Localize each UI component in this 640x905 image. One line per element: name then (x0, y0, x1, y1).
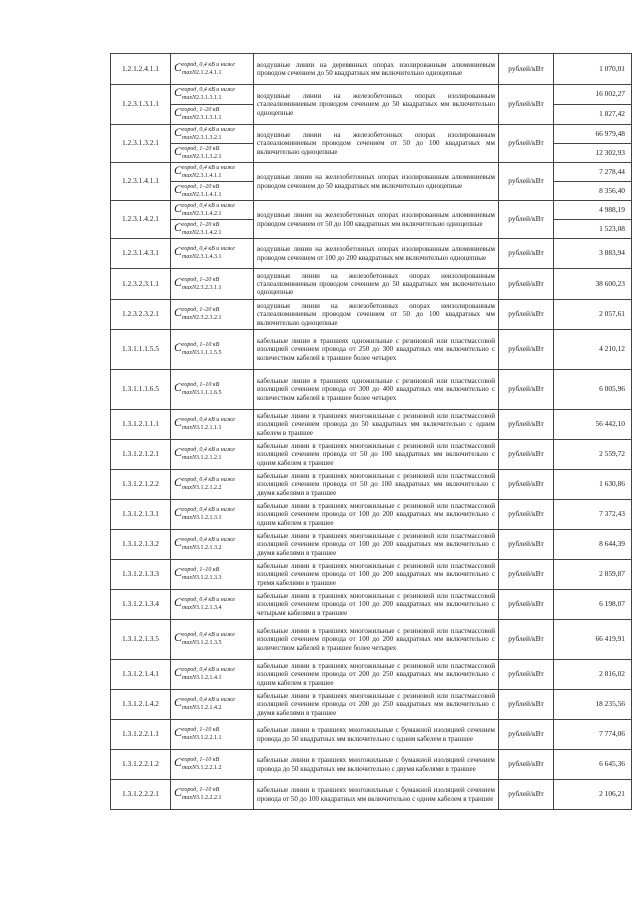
formula-subscript: maxN (182, 735, 197, 741)
formula-subscript: maxN (182, 210, 197, 217)
rate-formula (171, 220, 254, 239)
row-code: 1.3.1.2.1.2.1 (111, 440, 171, 470)
row-value: 16 002,27 (554, 85, 632, 105)
formula-symbol: C (174, 162, 183, 177)
rate-formula (171, 105, 254, 125)
formula-code: 3.1.2.1.2.1 (196, 455, 222, 461)
row-unit: рублей/кВт (499, 85, 554, 125)
formula-subscript: maxN (182, 705, 197, 711)
row-code: 1.3.1.2.1.3.5 (111, 620, 171, 660)
formula-symbol: C (174, 219, 183, 234)
rate-formula (171, 620, 254, 660)
rate-formula (171, 300, 254, 330)
formula-symbol: C (174, 505, 183, 520)
formula-symbol: C (174, 695, 183, 710)
row-unit: рублей/кВт (499, 470, 554, 500)
rate-formula (171, 85, 254, 105)
formula-symbol: C (174, 244, 183, 259)
rate-formula (171, 201, 254, 220)
row-unit: рублей/кВт (499, 201, 554, 239)
formula-superscript: город, 0,4 кВ и ниже (182, 417, 235, 423)
row-unit: рублей/кВт (499, 620, 554, 660)
formula-symbol: C (174, 85, 183, 100)
formula-superscript: город, 0,4 кВ и ниже (182, 597, 235, 603)
row-value: 1 523,08 (554, 220, 632, 239)
formula-code: 3.1.2.2.1.2 (196, 765, 222, 771)
row-unit: рублей/кВт (499, 125, 554, 163)
row-description: кабельные линии в траншеях многожильные с резиновой или пластмассовой изоляцией сечением провода от 100 до 200 квадратных мм включительно с тремя кабелями в траншее (254, 560, 499, 590)
formula-superscript: город, 0,4 кВ и ниже (182, 477, 235, 483)
formula-code: 3.1.2.1.3.4 (196, 605, 222, 611)
formula-code: 3.1.2.1.4.1 (196, 675, 222, 681)
table-row (111, 330, 632, 370)
row-unit: рублей/кВт (499, 590, 554, 620)
formula-code: 3.1.2.1.3.1 (196, 515, 222, 521)
row-description: воздушные линии на железобетонных опорах изолированным алюминиевым проводом сечением до 50 квадратных мм включительно одноцепные (254, 163, 499, 201)
formula-symbol: C (174, 630, 183, 645)
formula-superscript: город, 1–20 кВ (182, 221, 220, 228)
row-value: 2 106,21 (554, 780, 632, 810)
row-value: 6 005,96 (554, 370, 632, 410)
formula-code: 3.1.1.1.5.5 (196, 350, 222, 356)
formula-superscript: город, 1–10 кВ (182, 342, 220, 348)
table-row (111, 500, 632, 530)
formula-code: 3.1.2.2.2.1 (196, 795, 222, 801)
row-description: воздушные линии на железобетонных опорах изолированным алюминиевым проводом сечением от 100 до 200 квадратных мм включительно одноцепные (254, 239, 499, 269)
table-row (111, 201, 632, 220)
formula-symbol: C (174, 105, 183, 120)
formula-subscript: maxN (182, 545, 197, 551)
row-description: кабельные линии в траншеях многожильные с бумажной изоляцией сечением провода до 50 квадратных мм включительно с двумя кабелями в траншее (254, 750, 499, 780)
formula-symbol: C (174, 380, 183, 395)
table-row (111, 660, 632, 690)
formula-subscript: maxN (182, 115, 197, 121)
row-code: 1.3.1.2.2.1.2 (111, 750, 171, 780)
row-value: 2 816,02 (554, 660, 632, 690)
formula-superscript: город, 0,4 кВ и ниже (182, 87, 235, 93)
row-code: 1.2.3.1.4.3.1 (111, 239, 171, 269)
row-unit: рублей/кВт (499, 720, 554, 750)
row-code: 1.2.3.2.3.1.1 (111, 269, 171, 300)
row-code: 1.3.1.2.1.4.2 (111, 690, 171, 720)
formula-subscript: maxN (182, 640, 197, 646)
formula-superscript: город, 0,4 кВ и ниже (182, 447, 235, 453)
row-code: 1.3.1.2.2.1.1 (111, 720, 171, 750)
formula-superscript: город, 1–20 кВ (182, 145, 220, 152)
formula-superscript: город, 0,4 кВ и ниже (182, 632, 235, 638)
formula-subscript: maxN (182, 69, 197, 76)
row-code: 1.2.3.1.4.2.1 (111, 201, 171, 239)
formula-subscript: maxN (182, 485, 197, 491)
row-description: кабельные линии в траншеях многожильные с бумажной изоляцией сечением провода от 50 до 100 квадратных мм включительно с одним кабелем в траншее (254, 780, 499, 810)
table-row (111, 440, 632, 470)
row-value: 4 210,12 (554, 330, 632, 370)
rate-formula (171, 470, 254, 500)
row-description: кабельные линии в траншеях многожильные с резиновой или пластмассовой изоляцией сечением провода от 200 до 250 квадратных мм включительно с одним кабелем в траншее (254, 660, 499, 690)
rate-formula (171, 750, 254, 780)
row-unit: рублей/кВт (499, 269, 554, 300)
row-description: кабельные линии в траншеях многожильные с резиновой или пластмассовой изоляцией сечением провода от 100 до 200 квадратных мм включительно с одним кабелем в траншее (254, 500, 499, 530)
formula-subscript: maxN (182, 350, 197, 356)
formula-code: 2.1.2.4.1.1 (196, 69, 222, 76)
row-value: 18 235,56 (554, 690, 632, 720)
row-value: 8 356,40 (554, 182, 632, 201)
formula-symbol: C (174, 305, 183, 320)
rate-formula (171, 269, 254, 300)
formula-subscript: maxN (182, 390, 197, 396)
formula-superscript: город, 1–10 кВ (182, 727, 220, 733)
formula-subscript: maxN (182, 254, 197, 260)
formula-code: 3.1.2.1.3.2 (196, 545, 222, 551)
rate-formula (171, 54, 254, 85)
row-code: 1.2.3.1.3.2.1 (111, 125, 171, 163)
formula-superscript: город, 0,4 кВ и ниже (182, 697, 235, 703)
rate-formula (171, 780, 254, 810)
row-code: 1.3.1.1.1.6.5 (111, 370, 171, 410)
table-row (111, 370, 632, 410)
row-value: 7 774,06 (554, 720, 632, 750)
formula-symbol: C (174, 785, 183, 800)
formula-symbol: C (174, 124, 183, 139)
row-description: воздушные линии на железобетонных опорах изолированным алюминиевым проводом сечением от 50 до 100 квадратных мм включительно одноцепные (254, 201, 499, 239)
row-unit: рублей/кВт (499, 54, 554, 85)
row-code: 1.3.1.2.1.3.3 (111, 560, 171, 590)
row-code: 1.3.1.2.1.2.2 (111, 470, 171, 500)
formula-symbol: C (174, 665, 183, 680)
rate-formula (171, 560, 254, 590)
row-description: воздушные линии на железобетонных опорах изолированным сталеалюминиевым проводом сечением от 50 до 100 квадратных мм включительно одноцепные (254, 125, 499, 163)
rate-formula (171, 330, 254, 370)
formula-superscript: город, 0,4 кВ и ниже (182, 61, 235, 68)
rate-formula (171, 530, 254, 560)
formula-symbol: C (174, 200, 183, 215)
formula-code: 2.3.2.3.1.1 (196, 284, 222, 291)
formula-superscript: город, 0,4 кВ и ниже (182, 202, 235, 209)
formula-superscript: город, 0,4 кВ и ниже (182, 246, 235, 252)
row-description: воздушные линии на деревянных опорах изолированным алюминиевым проводом сечением до 50 квадратных мм включительно одноцепные (254, 54, 499, 85)
formula-code: 2.3.2.3.2.1 (196, 315, 222, 321)
row-value: 66 979,48 (554, 125, 632, 144)
table-row (111, 410, 632, 440)
row-unit: рублей/кВт (499, 690, 554, 720)
rate-formula (171, 500, 254, 530)
rate-formula (171, 590, 254, 620)
row-value: 6 198,07 (554, 590, 632, 620)
row-description: кабельные линии в траншеях многожильные с резиновой или пластмассовой изоляцией сечением провода от 50 до 100 квадратных мм включительно с двумя кабелями в траншее (254, 470, 499, 500)
formula-subscript: maxN (182, 315, 197, 321)
row-code: 1.2.1.2.4.1.1 (111, 54, 171, 85)
rate-formula (171, 410, 254, 440)
row-unit: рублей/кВт (499, 440, 554, 470)
table-row (111, 300, 632, 330)
formula-code: 2.3.1.3.2.1 (196, 153, 222, 160)
row-value: 6 645,36 (554, 750, 632, 780)
row-unit: рублей/кВт (499, 530, 554, 560)
row-value: 2 057,61 (554, 300, 632, 330)
row-value: 1 827,42 (554, 105, 632, 125)
table-row (111, 690, 632, 720)
row-value: 66 419,91 (554, 620, 632, 660)
row-code: 1.3.1.2.2.2.1 (111, 780, 171, 810)
formula-code: 3.1.2.1.1.1 (196, 425, 222, 431)
row-value: 8 644,39 (554, 530, 632, 560)
table-row (111, 239, 632, 269)
row-value: 1 630,86 (554, 470, 632, 500)
rate-formula (171, 720, 254, 750)
row-code: 1.2.3.2.3.2.1 (111, 300, 171, 330)
row-unit: рублей/кВт (499, 370, 554, 410)
row-unit: рублей/кВт (499, 163, 554, 201)
formula-code: 2.3.1.4.1.1 (196, 191, 222, 198)
row-value: 3 883,94 (554, 239, 632, 269)
formula-symbol: C (174, 565, 183, 580)
formula-superscript: город, 1–10 кВ (182, 382, 220, 388)
row-code: 1.3.1.2.1.3.1 (111, 500, 171, 530)
row-description: кабельные линии в траншеях многожильные с бумажной изоляцией сечением провода до 50 квадратных мм включительно с одним кабелем в траншее (254, 720, 499, 750)
table-row (111, 750, 632, 780)
row-unit: рублей/кВт (499, 750, 554, 780)
tariff-table (110, 53, 632, 810)
row-description: кабельные линии в траншеях многожильные с резиновой или пластмассовой изоляцией сечением провода до 50 квадратных мм включительно с одним кабелем в траншее (254, 410, 499, 440)
row-code: 1.2.3.1.4.1.1 (111, 163, 171, 201)
row-description: кабельные линии в траншеях многожильные с резиновой или пластмассовой изоляцией сечением провода от 100 до 200 квадратных мм включительно с двумя кабелями в траншее (254, 530, 499, 560)
table-row (111, 590, 632, 620)
formula-superscript: город, 0,4 кВ и ниже (182, 126, 235, 133)
table-row (111, 780, 632, 810)
formula-code: 2.3.1.3.1.1 (196, 115, 222, 121)
row-description: воздушные линии на железобетонных опорах неизолированным сталеалюминиевым проводом сечением от 50 до 100 квадратных мм включительно одноцепные (254, 300, 499, 330)
formula-symbol: C (174, 340, 183, 355)
row-unit: рублей/кВт (499, 560, 554, 590)
row-code: 1.3.1.2.1.1.1 (111, 410, 171, 440)
formula-superscript: город, 1–20 кВ (182, 307, 220, 313)
table-row (111, 720, 632, 750)
formula-subscript: maxN (182, 425, 197, 431)
formula-code: 3.1.2.2.1.1 (196, 735, 222, 741)
row-code: 1.3.1.2.1.4.1 (111, 660, 171, 690)
formula-code: 2.3.1.3.2.1 (196, 134, 222, 141)
formula-symbol: C (174, 595, 183, 610)
row-description: кабельные линии в траншеях многожильные с резиновой или пластмассовой изоляцией сечением провода от 100 до 200 квадратных мм включительно с четырьмя кабелями в траншее (254, 590, 499, 620)
row-value: 12 302,93 (554, 144, 632, 163)
formula-subscript: maxN (182, 134, 197, 141)
rate-formula (171, 125, 254, 144)
row-value: 7 372,43 (554, 500, 632, 530)
formula-subscript: maxN (182, 575, 197, 581)
rate-formula (171, 239, 254, 269)
table-row (111, 620, 632, 660)
rate-formula (171, 182, 254, 201)
row-code: 1.2.3.1.3.1.1 (111, 85, 171, 125)
formula-symbol: C (174, 475, 183, 490)
formula-code: 3.1.2.1.4.2 (196, 705, 222, 711)
table-row (111, 470, 632, 500)
formula-superscript: город, 1–10 кВ (182, 757, 220, 763)
row-unit: рублей/кВт (499, 300, 554, 330)
formula-symbol: C (174, 445, 183, 460)
formula-subscript: maxN (182, 765, 197, 771)
rate-formula (171, 690, 254, 720)
formula-subscript: maxN (182, 229, 197, 236)
formula-symbol: C (174, 415, 183, 430)
row-unit: рублей/кВт (499, 780, 554, 810)
rate-formula (171, 440, 254, 470)
table-row (111, 125, 632, 144)
row-value: 1 070,01 (554, 54, 632, 85)
row-unit: рублей/кВт (499, 410, 554, 440)
formula-symbol: C (174, 535, 183, 550)
row-description: кабельные линии в траншеях одножильные с резиновой или пластмассовой изоляцией сечением провода от 300 до 400 квадратных мм включительно с количеством кабелей в траншее более четырех (254, 370, 499, 410)
formula-code: 3.1.2.1.2.2 (196, 485, 222, 491)
formula-code: 2.3.1.4.1.1 (196, 172, 222, 179)
formula-subscript: maxN (182, 605, 197, 611)
table-row (111, 163, 632, 182)
formula-subscript: maxN (182, 795, 197, 801)
row-description: воздушные линии на железобетонных опорах неизолированным сталеалюминиевым проводом сечением до 50 квадратных мм включительно одноцепные (254, 269, 499, 300)
row-value: 7 278,44 (554, 163, 632, 182)
formula-superscript: город, 0,4 кВ и ниже (182, 537, 235, 543)
table-row (111, 530, 632, 560)
row-description: воздушные линии на железобетонных опорах изолированным сталеалюминиевым проводом сечением до 50 квадратных мм включительно одноцепные (254, 85, 499, 125)
table-row (111, 85, 632, 105)
formula-code: 2.3.1.4.2.1 (196, 210, 222, 217)
formula-subscript: maxN (182, 191, 197, 198)
row-value: 4 988,19 (554, 201, 632, 220)
row-description: кабельные линии в траншеях одножильные с резиновой или пластмассовой изоляцией сечением провода от 250 до 300 квадратных мм включительно с количеством кабелей в траншее более четырех (254, 330, 499, 370)
formula-superscript: город, 0,4 кВ и ниже (182, 507, 235, 513)
row-unit: рублей/кВт (499, 239, 554, 269)
formula-subscript: maxN (182, 675, 197, 681)
rate-formula (171, 163, 254, 182)
row-code: 1.3.1.2.1.3.4 (111, 590, 171, 620)
formula-superscript: город, 1–20 кВ (182, 276, 220, 283)
formula-symbol: C (174, 181, 183, 196)
formula-code: 3.1.2.1.3.3 (196, 575, 222, 581)
row-code: 1.3.1.1.1.5.5 (111, 330, 171, 370)
formula-superscript: город, 1–20 кВ (182, 107, 220, 113)
formula-symbol: C (174, 755, 183, 770)
formula-superscript: город, 1–10 кВ (182, 787, 220, 793)
row-code: 1.3.1.2.1.3.2 (111, 530, 171, 560)
formula-code: 2.3.1.3.1.1 (196, 95, 222, 101)
formula-symbol: C (174, 274, 183, 289)
formula-superscript: город, 1–20 кВ (182, 183, 220, 190)
formula-subscript: maxN (182, 172, 197, 179)
table-row (111, 54, 632, 85)
formula-subscript: maxN (182, 515, 197, 521)
formula-superscript: город, 0,4 кВ и ниже (182, 667, 235, 673)
row-value: 56 442,10 (554, 410, 632, 440)
row-unit: рублей/кВт (499, 660, 554, 690)
formula-subscript: maxN (182, 455, 197, 461)
formula-subscript: maxN (182, 153, 197, 160)
row-value: 38 600,23 (554, 269, 632, 300)
rate-formula (171, 370, 254, 410)
row-value: 2 859,87 (554, 560, 632, 590)
formula-code: 2.3.1.4.3.1 (196, 254, 222, 260)
formula-symbol: C (174, 59, 183, 74)
row-description: кабельные линии в траншеях многожильные с резиновой или пластмассовой изоляцией сечением провода от 200 до 250 квадратных мм включительно с двумя кабелями в траншее (254, 690, 499, 720)
row-unit: рублей/кВт (499, 500, 554, 530)
table-row (111, 560, 632, 590)
rate-formula (171, 144, 254, 163)
formula-code: 2.3.1.4.2.1 (196, 229, 222, 236)
rate-formula (171, 660, 254, 690)
formula-symbol: C (174, 725, 183, 740)
formula-superscript: город, 1–10 кВ (182, 567, 220, 573)
formula-superscript: город, 0,4 кВ и ниже (182, 164, 235, 171)
formula-subscript: maxN (182, 284, 197, 291)
formula-code: 3.1.2.1.3.5 (196, 640, 222, 646)
row-description: кабельные линии в траншеях многожильные с резиновой или пластмассовой изоляцией сечением провода от 100 до 200 квадратных мм включительно с количеством кабелей в траншее более четырех (254, 620, 499, 660)
table-row (111, 269, 632, 300)
tariff-table-body (111, 54, 632, 810)
formula-subscript: maxN (182, 95, 197, 101)
row-unit: рублей/кВт (499, 330, 554, 370)
formula-symbol: C (174, 143, 183, 158)
row-description: кабельные линии в траншеях многожильные с резиновой или пластмассовой изоляцией сечением провода от 50 до 100 квадратных мм включительно с одним кабелем в траншее (254, 440, 499, 470)
row-value: 2 559,72 (554, 440, 632, 470)
formula-code: 3.1.1.1.6.5 (196, 390, 222, 396)
